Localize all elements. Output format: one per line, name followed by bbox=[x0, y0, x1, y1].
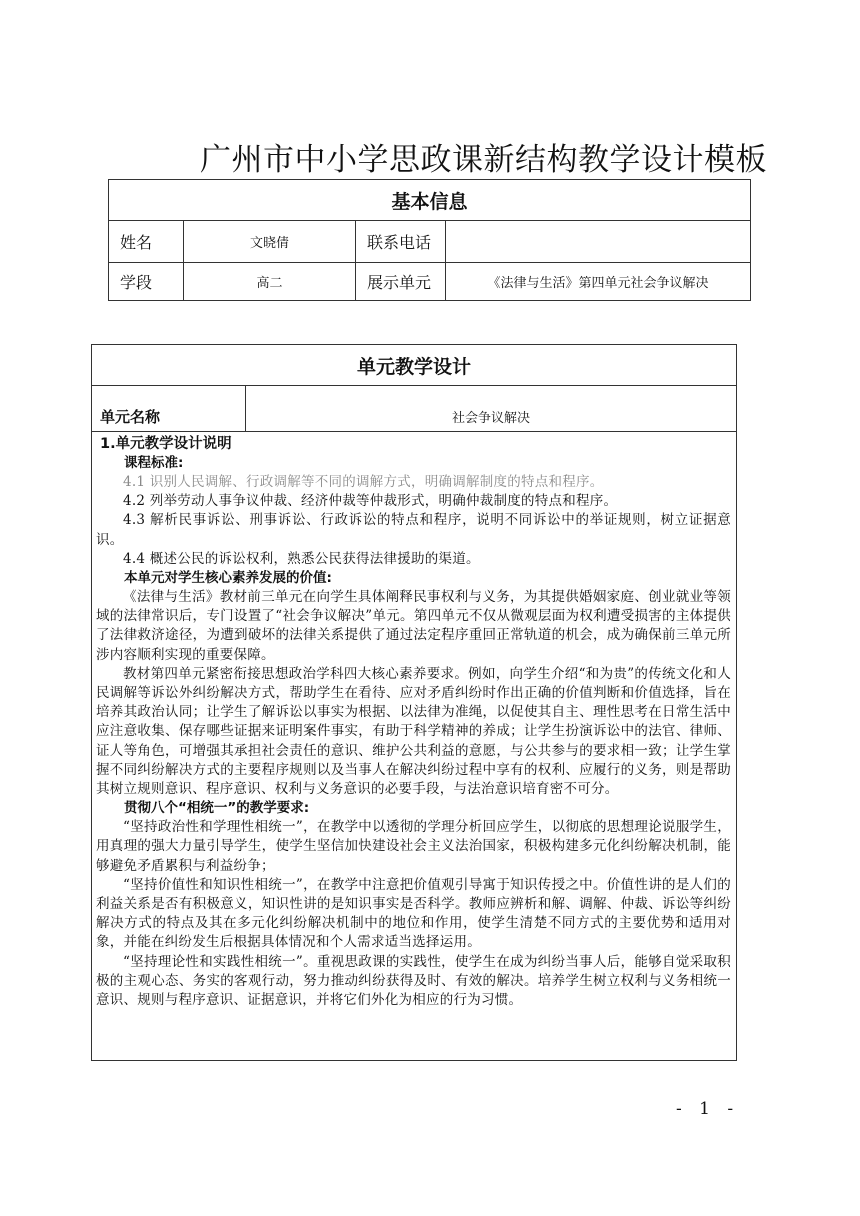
name-value: 文晓倩 bbox=[184, 221, 356, 263]
requirements-title: 贯彻八个“相统一”的教学要求: bbox=[124, 800, 310, 817]
document-title: 广州市中小学思政课新结构教学设计模板 bbox=[200, 142, 767, 178]
phone-value bbox=[446, 221, 751, 263]
stage-label: 学段 bbox=[109, 263, 184, 301]
value-title: 本单元对学生核心素养发展的价值: bbox=[124, 570, 332, 587]
unit-design-header: 单元教学设计 bbox=[92, 345, 737, 386]
stage-value: 高二 bbox=[184, 263, 356, 301]
unit-name-value: 社会争议解决 bbox=[246, 386, 737, 432]
standard-item: 4.1 识别人民调解、行政调解等不同的调解方式，明确调解制度的特点和程序。 bbox=[123, 474, 604, 490]
page-number: - 1 - bbox=[676, 1099, 740, 1119]
name-label: 姓名 bbox=[109, 221, 184, 263]
basic-info-header: 基本信息 bbox=[109, 180, 751, 221]
requirement-paragraph: “坚持政治性和学理性相统一”，在教学中以透彻的学理分析回应学生，以彻底的思想理论说服学生，用真理的强大力量引导学生，使学生坚信加快建设社会主义法治国家，积极构建多元化纠纷解决机制，能够避免矛盾累积与利益纷争； bbox=[96, 819, 731, 874]
standards-title: 课程标准: bbox=[124, 455, 184, 471]
basic-info-table bbox=[108, 179, 751, 301]
standard-item: 4.3 解析民事诉讼、刑事诉讼、行政诉讼的特点和程序，说明不同诉讼中的举证规则，树立证据意识。 bbox=[96, 512, 731, 548]
value-paragraph: 《法律与生活》教材前三单元在向学生具体阐释民事权利与义务，为其提供婚姻家庭、创业就业等领域的法律常识后，专门设置了“社会争议解决”单元。第四单元不仅从微观层面为权利遭受损害的主体提供了法律救济途径，为遭到破坏的法律关系提供了通过法定程序重回正常轨道的机会，成为确保前三单元所涉内容顺利实现的重要保障。 bbox=[96, 589, 731, 663]
requirement-paragraph: “坚持价值性和知识性相统一”，在教学中注意把价值观引导寓于知识传授之中。价值性讲的是人们的利益关系是否有积极意义，知识性讲的是知识事实是否科学。教师应辨析和解、调解、仲裁、诉讼等纠纷解决方式的特点及其在多元化纠纷解决机制中的地位和作用，使学生清楚不同方式的主要优势和适用对象，并能在纠纷发生后根据具体情况和个人需求适当选择运用。 bbox=[96, 876, 731, 951]
unit-design-body bbox=[92, 432, 737, 1061]
unit-design-table bbox=[91, 344, 737, 1061]
value-paragraph: 教材第四单元紧密衔接思想政治学科四大核心素养要求。例如，向学生介绍“和为贵”的传统文化和人民调解等诉讼外纠纷解决方式，帮助学生在看待、应对矛盾纠纷时作出正确的价值判断和价值选择，旨在培养其政治认同；让学生了解诉讼以事实为根据、以法律为准绳，以促使其自主、理性思考在日常生活中应注意收集、保存哪些证据来证明案件事实，有助于科学精神的养成；让学生扮演诉讼中的法官、律师、证人等角色，可增强其承担社会责任的意识、维护公共利益的意愿，与公共参与的要求相一致；让学生掌握不同纠纷解决方式的主要程序规则以及当事人在解决纠纷过程中享有的权利、应履行的义务，则是帮助其树立规则意识、程序意识、权利与义务意识的必要手段，与法治意识培育密不可分。 bbox=[96, 665, 731, 798]
section-title: 1.单元教学设计说明 bbox=[100, 436, 232, 452]
unit-value: 《法律与生活》第四单元社会争议解决 bbox=[446, 263, 751, 301]
unit-name-label: 单元名称 bbox=[92, 386, 246, 432]
unit-label: 展示单元 bbox=[356, 263, 446, 301]
standard-item: 4.2 列举劳动人事争议仲裁、经济仲裁等仲裁形式，明确仲裁制度的特点和程序。 bbox=[123, 493, 618, 510]
phone-label: 联系电话 bbox=[356, 221, 446, 263]
standard-item: 4.4 概述公民的诉讼权利，熟悉公民获得法律援助的渠道。 bbox=[123, 550, 480, 567]
requirement-paragraph: “坚持理论性和实践性相统一”。重视思政课的实践性，使学生在成为纠纷当事人后，能够自觉采取积极的主观心态、务实的客观行动，努力推动纠纷获得及时、有效的解决。培养学生树立权利与义务相统一意识、规则与程序意识、证据意识，并将它们外化为相应的行为习惯。 bbox=[96, 953, 731, 1009]
